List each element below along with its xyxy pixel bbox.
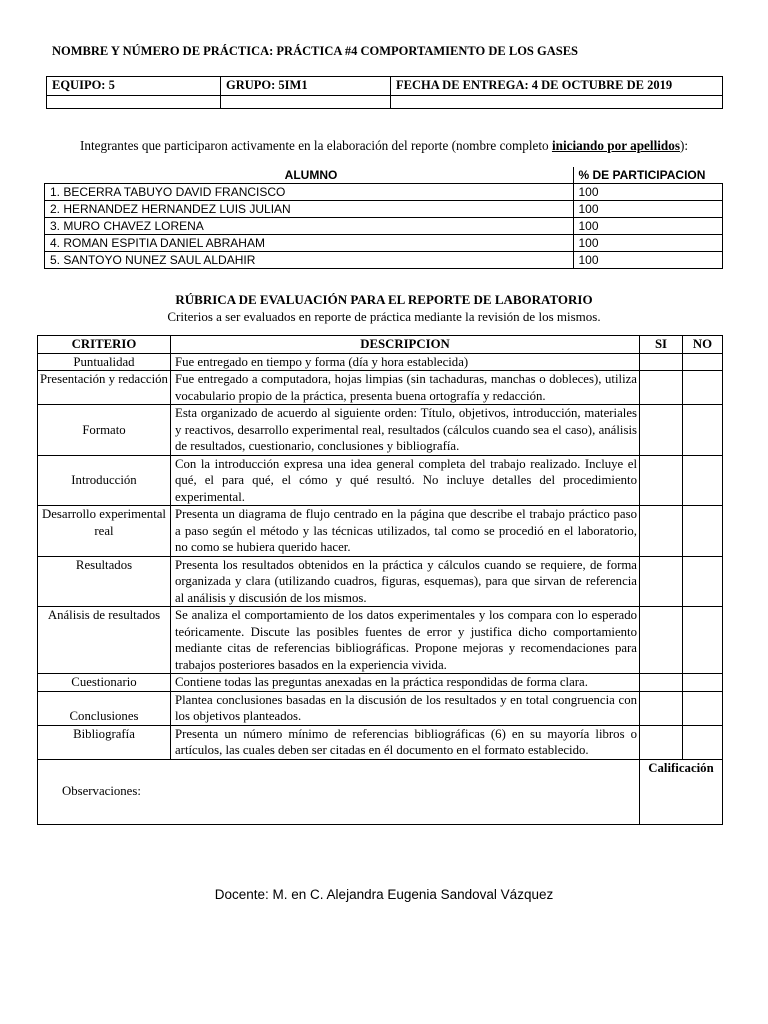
- rubric-title: RÚBRICA DE EVALUACIÓN PARA EL REPORTE DE LABORATORIO: [175, 292, 593, 307]
- criterio-header: CRITERIO: [38, 336, 171, 354]
- calificacion-cell[interactable]: [640, 759, 723, 824]
- fecha-cell: FECHA DE ENTREGA: 4 DE OCTUBRE DE 2019: [391, 77, 723, 96]
- calificacion-label: Calificación: [648, 760, 714, 775]
- criterio-cell: Análisis de resultados: [38, 607, 171, 674]
- docente-signature: Docente: M. en C. Alejandra Eugenia Sandoval Vázquez: [214, 887, 554, 902]
- rubric-table: [37, 335, 723, 825]
- no-checkbox-cell[interactable]: [683, 371, 723, 405]
- student-name: 4. ROMAN ESPITIA DANIEL ABRAHAM: [45, 235, 574, 252]
- si-checkbox-cell[interactable]: [640, 691, 683, 725]
- rubric-row: [38, 371, 723, 405]
- rubric-subtitle: Criterios a ser evaluados en reporte de práctica mediante la revisión de los mismos.: [167, 309, 601, 324]
- student-name: 1. BECERRA TABUYO DAVID FRANCISCO: [45, 184, 574, 201]
- student-pct: 100: [573, 235, 723, 252]
- rubric-row: [38, 556, 723, 607]
- participation-header: % DE PARTICIPACION: [573, 167, 723, 184]
- si-checkbox-cell[interactable]: [640, 607, 683, 674]
- student-pct: 100: [573, 252, 723, 269]
- grupo-cell: GRUPO: 5IM1: [221, 77, 391, 96]
- no-checkbox-cell[interactable]: [683, 405, 723, 456]
- descripcion-cell: Presenta un diagrama de flujo centrado en la página que describe el trabajo práctico paso a paso según el método y las técnicas utilizados, tal como se procedió en el laboratorio, no como se hubiera querido hacer.: [171, 506, 640, 557]
- team-info-table: [46, 76, 723, 109]
- no-checkbox-cell[interactable]: [683, 691, 723, 725]
- observaciones-label: Observaciones:: [62, 784, 141, 799]
- no-checkbox-cell[interactable]: [683, 725, 723, 759]
- student-name: 3. MURO CHAVEZ LORENA: [45, 218, 574, 235]
- descripcion-cell: Presenta un número mínimo de referencias bibliográficas (6) en su mayoría libros o artículos, las cuales deben ser citadas en él documento en el formato establecido.: [171, 725, 640, 759]
- criterio-cell: Conclusiones: [38, 691, 171, 725]
- descripcion-header: DESCRIPCION: [171, 336, 640, 354]
- si-checkbox-cell[interactable]: [640, 353, 683, 371]
- students-table: [44, 167, 723, 269]
- student-name: 5. SANTOYO NUNEZ SAUL ALDAHIR: [45, 252, 574, 269]
- student-row: [45, 235, 723, 252]
- observaciones-row: [38, 759, 723, 824]
- rubric-row: [38, 607, 723, 674]
- descripcion-cell: Plantea conclusiones basadas en la discusión de los resultados y en total congruencia con los objetivos planteados.: [171, 691, 640, 725]
- criterio-cell: Formato: [38, 405, 171, 456]
- alumno-header: ALUMNO: [45, 167, 574, 184]
- practice-title: NOMBRE Y NÚMERO DE PRÁCTICA: PRÁCTICA #4 COMPORTAMIENTO DE LOS GASES: [52, 44, 578, 58]
- instruction-text: Integrantes que participaron activamente en la elaboración del reporte (nombre completo: [79, 138, 552, 153]
- instruction-emphasis: iniciando por apellidos: [551, 138, 680, 153]
- rubric-row: [38, 674, 723, 692]
- empty-cell: [47, 96, 221, 109]
- student-row: [45, 184, 723, 201]
- no-checkbox-cell[interactable]: [683, 353, 723, 371]
- no-checkbox-cell[interactable]: [683, 556, 723, 607]
- rubric-row: [38, 506, 723, 557]
- student-row: [45, 201, 723, 218]
- empty-cell: [391, 96, 723, 109]
- criterio-cell: Puntualidad: [38, 353, 171, 371]
- no-checkbox-cell[interactable]: [683, 455, 723, 506]
- rubric-row: [38, 455, 723, 506]
- no-checkbox-cell[interactable]: [683, 674, 723, 692]
- instruction-text-end: ):: [679, 138, 689, 153]
- rubric-row: [38, 691, 723, 725]
- descripcion-cell: Fue entregado a computadora, hojas limpias (sin tachaduras, manchas o dobleces), utiliza vocabulario propio de la práctica, presenta buena ortografía y redacción.: [171, 371, 640, 405]
- student-row: [45, 252, 723, 269]
- no-header: NO: [683, 336, 723, 354]
- student-pct: 100: [573, 201, 723, 218]
- observaciones-cell[interactable]: [38, 759, 640, 824]
- rubric-row: [38, 353, 723, 371]
- criterio-cell: Cuestionario: [38, 674, 171, 692]
- student-name: 2. HERNANDEZ HERNANDEZ LUIS JULIAN: [45, 201, 574, 218]
- si-header: SI: [640, 336, 683, 354]
- si-checkbox-cell[interactable]: [640, 725, 683, 759]
- criterio-cell: Desarrollo experimental real: [38, 506, 171, 557]
- no-checkbox-cell[interactable]: [683, 607, 723, 674]
- student-pct: 100: [573, 184, 723, 201]
- rubric-row: [38, 405, 723, 456]
- descripcion-cell: Esta organizado de acuerdo al siguiente orden: Título, objetivos, introducción, materiales y reactivos, desarrollo experimental real, resultados (cálculos cuando sea el caso), análisis de resultados, cuestionario, conclusiones y bibliografía.: [171, 405, 640, 456]
- student-pct: 100: [573, 218, 723, 235]
- no-checkbox-cell[interactable]: [683, 506, 723, 557]
- criterio-cell: Presentación y redacción: [38, 371, 171, 405]
- descripcion-cell: Se analiza el comportamiento de los datos experimentales y los compara con lo esperado teóricamente. Discute las posibles fuentes de error y justifica dicho comportamiento mediante citas de referencias bibliográficas. Propone mejoras y recomendaciones para trabajos posteriores basados en la experiencia vivida.: [171, 607, 640, 674]
- criterio-cell: Bibliografía: [38, 725, 171, 759]
- si-checkbox-cell[interactable]: [640, 405, 683, 456]
- criterio-cell: Resultados: [38, 556, 171, 607]
- criterio-cell: Introducción: [38, 455, 171, 506]
- descripcion-cell: Contiene todas las preguntas anexadas en la práctica respondidas de forma clara.: [171, 674, 640, 692]
- si-checkbox-cell[interactable]: [640, 506, 683, 557]
- si-checkbox-cell[interactable]: [640, 674, 683, 692]
- si-checkbox-cell[interactable]: [640, 556, 683, 607]
- integrantes-instruction: [0, 138, 768, 154]
- descripcion-cell: Con la introducción expresa una idea general completa del trabajo realizado. Incluye el qué, el para qué, el cómo y qué resultó. No incluye detalles del procedimiento experimental.: [171, 455, 640, 506]
- rubric-row: [38, 725, 723, 759]
- descripcion-cell: Presenta los resultados obtenidos en la práctica y cálculos cuando se requiere, de forma organizada y clara (utilizando cuadros, figuras, esquemas), para que sirvan de referencia al análisis y discusión de los mismos.: [171, 556, 640, 607]
- si-checkbox-cell[interactable]: [640, 371, 683, 405]
- student-row: [45, 218, 723, 235]
- empty-cell: [221, 96, 391, 109]
- si-checkbox-cell[interactable]: [640, 455, 683, 506]
- equipo-cell: EQUIPO: 5: [47, 77, 221, 96]
- descripcion-cell: Fue entregado en tiempo y forma (día y hora establecida): [171, 353, 640, 371]
